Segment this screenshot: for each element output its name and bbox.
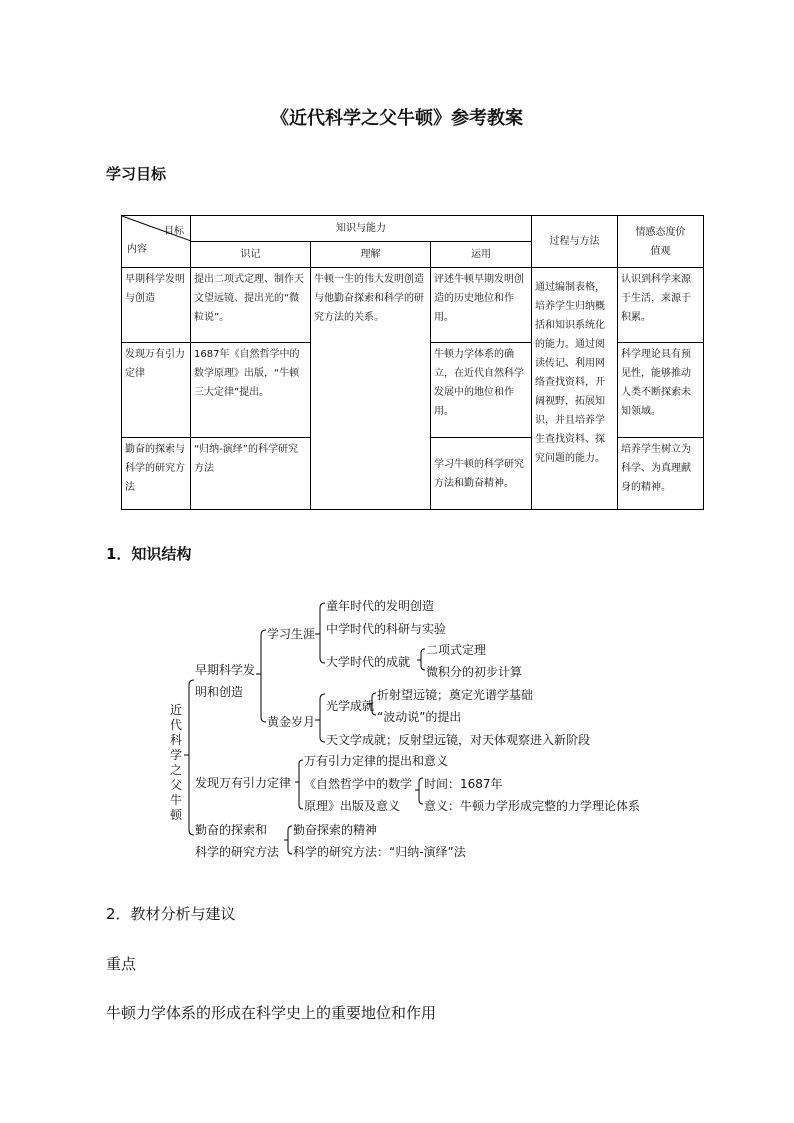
tree-root: 近代科学之父牛顿: [170, 703, 183, 822]
header-content: 内容: [127, 244, 147, 255]
node-calculus: 微积分的初步计算: [426, 665, 523, 679]
header-remember: 识记: [191, 242, 311, 268]
node-method-line1: 勤奋的探索和: [195, 823, 268, 837]
node-golden-years: 黄金岁月: [267, 715, 316, 729]
node-time: 时间：1687年: [424, 777, 503, 791]
node-university: 大学时代的成就: [326, 655, 411, 669]
understand-cell: 牛顿一生的伟大发明创造与他勤奋探索和科学的研究方法的关系。: [311, 268, 431, 510]
node-wave-theory: “波动说”的提出: [377, 710, 462, 724]
header-diagonal-cell: [122, 216, 191, 268]
key-point-label: 重点: [106, 955, 137, 973]
node-meaning: 意义：牛顿力学形成完整的力学理论体系: [424, 799, 641, 813]
node-diligent-spirit: 勤奋探索的精神: [293, 823, 378, 837]
node-childhood: 童年时代的发明创造: [326, 599, 435, 613]
header-process: 过程与方法: [532, 216, 618, 268]
node-binomial: 二项式定理: [426, 643, 487, 657]
section-heading-structure: 1．知识结构: [106, 545, 192, 563]
node-principia-line2: 原理》出版及意义: [304, 799, 401, 813]
node-optics: 光学成就: [326, 699, 375, 713]
process-cell: 通过编制表格，培养学生归纳概括和知识系统化的能力。通过阅读传记、利用网络查找资料，开阔视野，拓展知识，并且培养学生查找资料、探究问题的能力。: [532, 268, 618, 510]
section-heading-goals: 学习目标: [106, 165, 167, 183]
node-early-invention: 早期科学发明和创造: [195, 663, 256, 699]
node-refracting-telescope: 折射望远镜；奠定光谱学基础: [377, 688, 534, 702]
row2-apply: 牛顿力学体系的确立，在近代自然科学发展中的地位和作用。: [431, 343, 532, 438]
row2-remember: 1687年《自然哲学中的数学原理》出版，“牛顿三大定律”提出。: [191, 343, 311, 438]
learning-goals-table: [121, 215, 704, 510]
node-astronomy: 天文学成就；反射望远镜，对天体观察进入新阶段: [326, 733, 591, 747]
page-title: 《近代科学之父牛顿》参考教案: [271, 108, 523, 129]
node-gravity-proposal: 万有引力定律的提出和意义: [304, 754, 449, 768]
row3-emotion: 培养学生树立为科学、为真理献身的精神。: [618, 438, 704, 510]
row3-remember: “归纳-演绎”的科学研究方法: [191, 438, 311, 510]
node-gravity-law: 发现万有引力定律: [195, 776, 292, 790]
section-heading-analysis: 2．教材分析与建议: [106, 905, 236, 923]
node-scientific-method: 科学的研究方法：“归纳-演绎”法: [293, 845, 466, 859]
key-point-text: 牛顿力学体系的形成在科学史上的重要地位和作用: [106, 1004, 437, 1022]
knowledge-structure-diagram: [170, 590, 690, 860]
header-emotion: 情感态度价值观: [618, 216, 704, 268]
header-understand: 理解: [311, 242, 431, 268]
row1-apply: 评述牛顿早期发明创造的历史地位和作用。: [431, 268, 532, 343]
row1-emotion: 认识到科学来源于生活，来源于积累。: [618, 268, 704, 343]
node-middle-school: 中学时代的科研与实验: [326, 622, 447, 636]
row1-remember: 提出二项式定理、制作天文望远镜、提出光的“微粒说”。: [191, 268, 311, 343]
header-knowledge: 知识与能力: [191, 216, 532, 242]
node-principia-line1: 《自然哲学中的数学: [304, 777, 413, 791]
node-study-life: 学习生涯: [267, 627, 316, 641]
row1-content: 早期科学发明与创造: [122, 268, 191, 343]
row3-apply: 学习牛顿的科学研究方法和勤奋精神。: [431, 438, 532, 510]
header-target: 目标: [164, 226, 184, 237]
node-method-line2: 科学的研究方法: [195, 845, 280, 859]
row2-emotion: 科学理论具有预见性，能够推动人类不断探索未知领域。: [618, 343, 704, 438]
row2-content: 发现万有引力定律: [122, 343, 191, 438]
row3-content: 勤奋的探索与科学的研究方法: [122, 438, 191, 510]
header-apply: 运用: [431, 242, 532, 268]
